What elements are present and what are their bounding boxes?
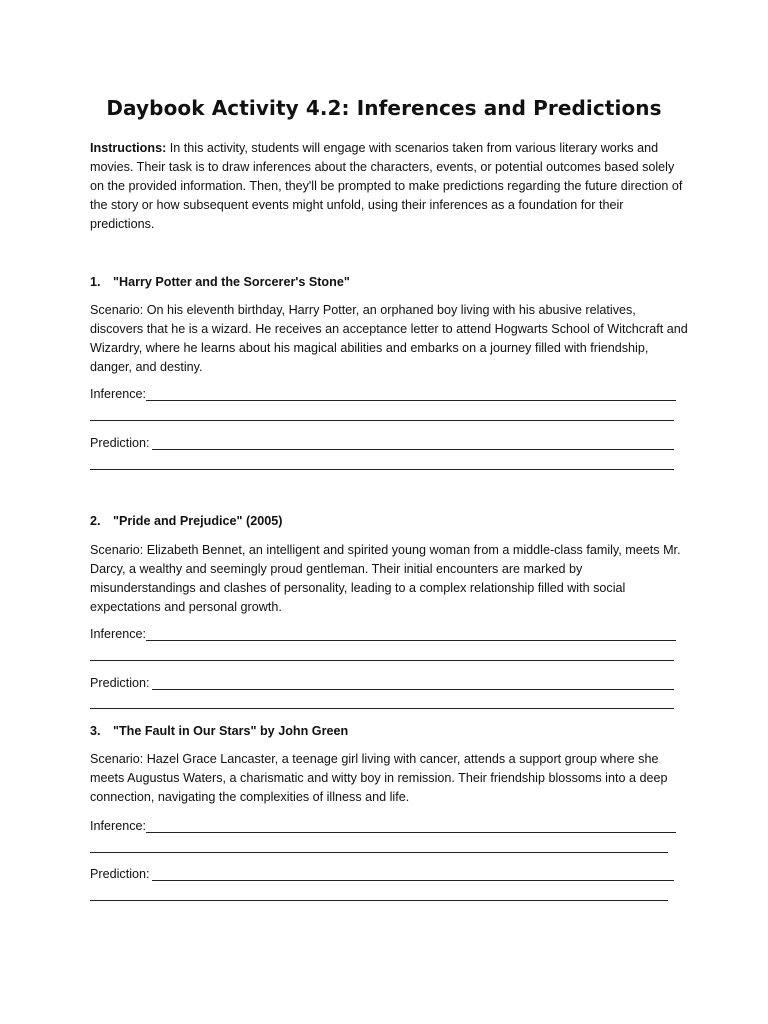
inference-answer-line[interactable] — [146, 400, 676, 401]
item-3-inference-line-2[interactable] — [90, 852, 668, 853]
item-1-inference-row — [90, 387, 676, 403]
item-2-prediction-line-2[interactable] — [90, 708, 674, 709]
prediction-label: Prediction: — [90, 436, 150, 450]
item-1-inference-line-2[interactable] — [90, 420, 674, 421]
prediction-answer-line[interactable] — [152, 689, 674, 690]
item-3-heading — [90, 722, 690, 741]
item-title: "Pride and Prejudice" (2005) — [113, 514, 283, 528]
item-3-scenario: Scenario: Hazel Grace Lancaster, a teenage girl living with cancer, attends a support group where she meets Augustus Waters, a charismatic and witty boy in remission. Their friendship blossoms into a deep connection, navigating the complexities of illness and life. — [90, 752, 668, 804]
item-3-inference-row — [90, 819, 676, 835]
item-3-prediction-row — [90, 867, 674, 883]
page-title: Daybook Activity 4.2: Inferences and Predictions — [106, 96, 662, 120]
prediction-answer-line[interactable] — [152, 880, 674, 881]
item-1-prediction-line-2[interactable] — [90, 469, 674, 470]
item-number: 2. — [90, 514, 101, 528]
item-1-prediction-row — [90, 436, 674, 452]
item-2-heading — [90, 512, 690, 531]
inference-label: Inference: — [90, 819, 147, 833]
inference-label: Inference: — [90, 627, 147, 641]
item-2-scenario: Scenario: Elizabeth Bennet, an intelligent and spirited young woman from a middle-class family, meets Mr. Darcy, a wealthy and seemingly proud gentleman. Their initial encounters are marked by misunderstandings and clashes of personality, leading to a complex relationship filled with social expectations and personal growth. — [90, 543, 681, 614]
item-2-prediction-row — [90, 676, 674, 692]
item-2-inference-row — [90, 627, 676, 643]
prediction-label: Prediction: — [90, 676, 150, 690]
item-title: "Harry Potter and the Sorcerer's Stone" — [113, 275, 350, 289]
inference-answer-line[interactable] — [146, 832, 676, 833]
prediction-answer-line[interactable] — [152, 449, 674, 450]
instructions-text: In this activity, students will engage with scenarios taken from various literary works and movies. Their task is to draw inferences about the characters, events, or potential outcomes based solely on the provided information. Then, they'll be prompted to make predictions regarding the future direction of the story or how subsequent events might unfold, using their inferences as a foundation for their predictions. — [90, 141, 683, 231]
instructions-label: Instructions: — [90, 141, 167, 155]
inference-answer-line[interactable] — [146, 640, 676, 641]
prediction-label: Prediction: — [90, 867, 150, 881]
item-number: 3. — [90, 724, 101, 738]
item-3-prediction-line-2[interactable] — [90, 900, 668, 901]
item-1-scenario: Scenario: On his eleventh birthday, Harry Potter, an orphaned boy living with his abusive relatives, discovers that he is a wizard. He receives an acceptance letter to attend Hogwarts School of Witchcraft and Wizardry, where he learns about his magical abilities and embarks on a journey filled with friendship, danger, and destiny. — [90, 303, 688, 374]
item-title: "The Fault in Our Stars" by John Green — [113, 724, 349, 738]
instructions-paragraph — [90, 139, 690, 234]
item-1-heading — [90, 273, 690, 292]
item-number: 1. — [90, 275, 101, 289]
item-2-inference-line-2[interactable] — [90, 660, 674, 661]
inference-label: Inference: — [90, 387, 147, 401]
